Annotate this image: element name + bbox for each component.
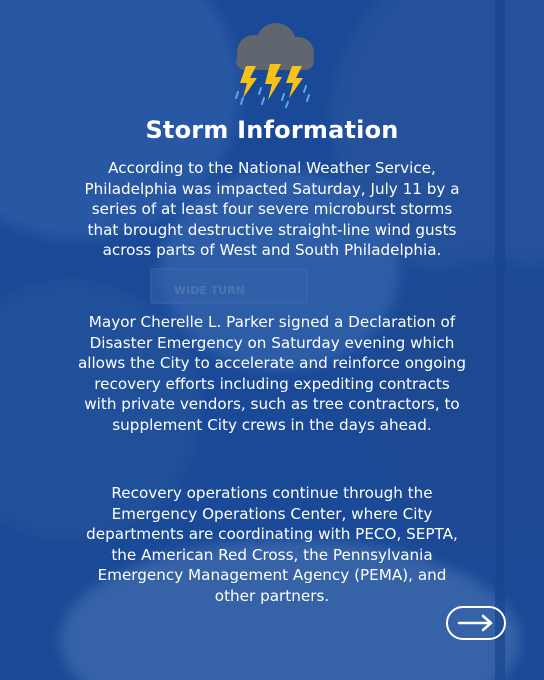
paragraph-disaster-declaration: Mayor Cherelle L. Parker signed a Declaration of Disaster Emergency on Saturday evening which allows the City to accelerate and reinforce ongoing recovery efforts including expediting contracts with private vendors, such as tree contractors, to supplement City crews in the days ahead. [77, 313, 467, 434]
page-title: Storm Information [145, 116, 399, 144]
paragraph-weather-service: According to the National Weather Service, Philadelphia was impacted Saturday, July 11 by a series of at least four severe microburst storms that brought destructive straight-line wind gusts across parts of West and South Philadelphia. [84, 159, 460, 259]
paragraph-recovery-operations: Recovery operations continue through the Emergency Operations Center, where City departments are coordinating with PECO, SEPTA, the American Red Cross, the Pennsylvania Emergency Management Agency (PEMA), and other partners. [86, 484, 458, 605]
arrow-right-icon [456, 614, 496, 632]
next-slide-button[interactable] [446, 606, 506, 640]
storm-cloud-lightning-icon [224, 22, 322, 108]
